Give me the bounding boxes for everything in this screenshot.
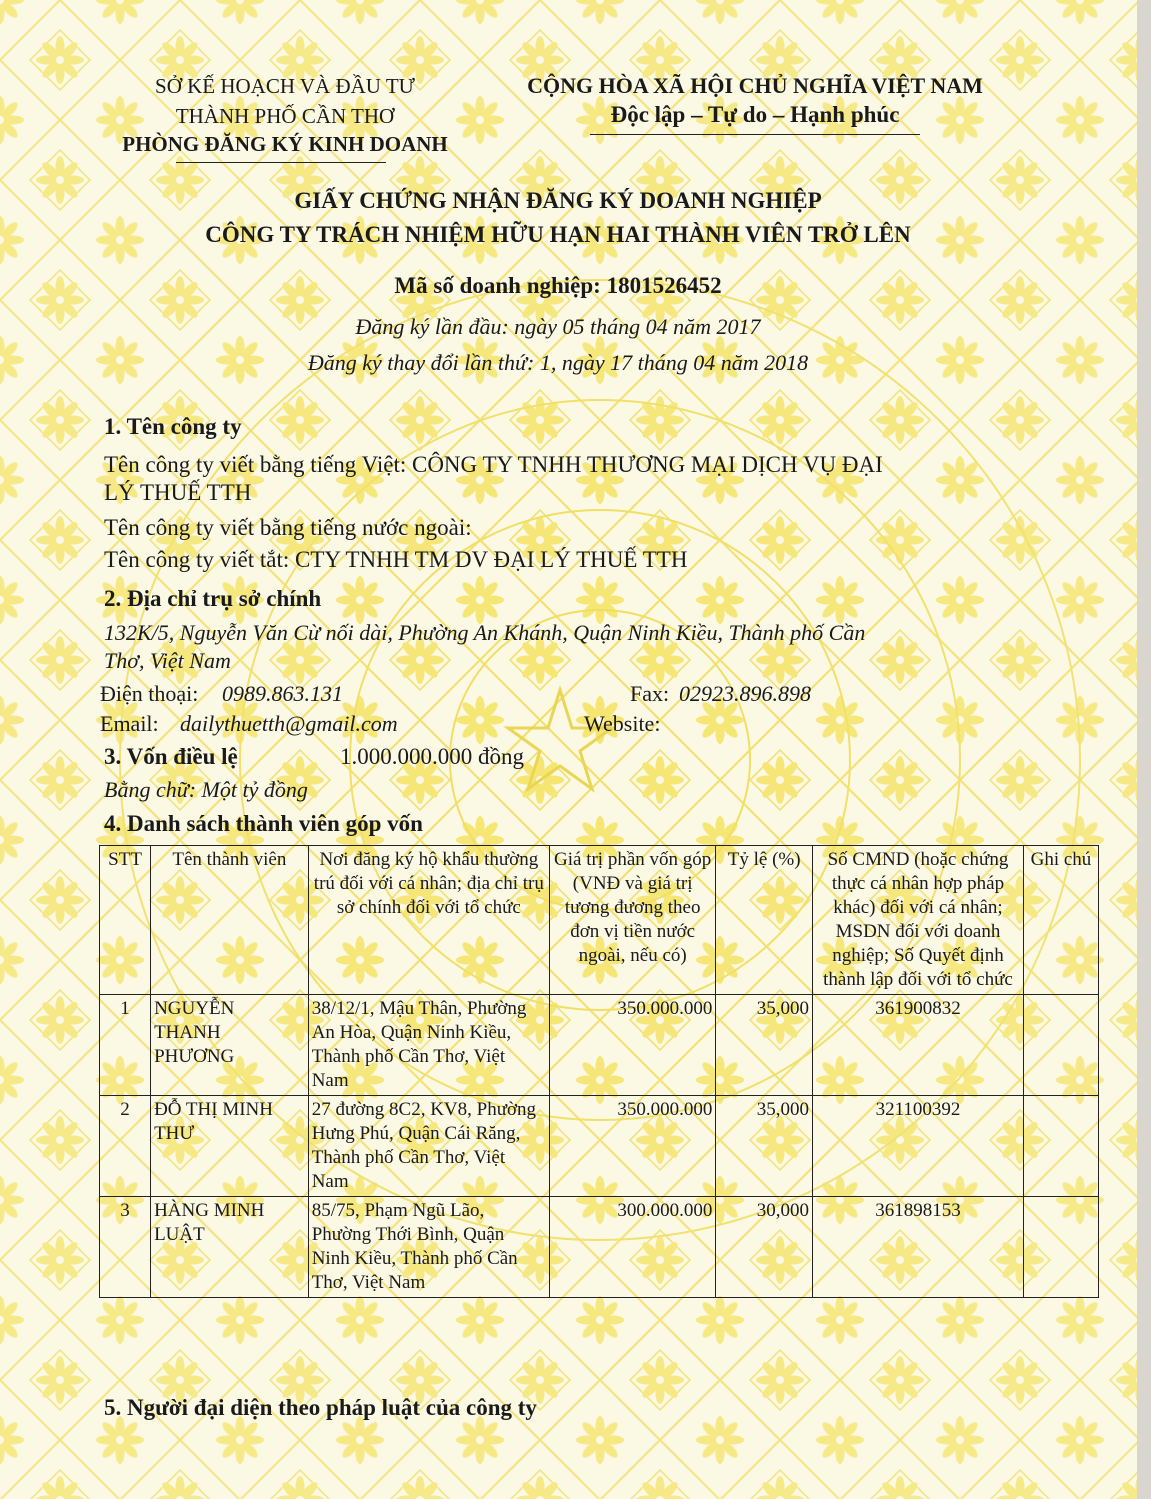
column-header-capital: Giá trị phần vốn góp (VNĐ và giá trị tương đương theo đơn vị tiền nước ngoài, nếu có)	[550, 846, 716, 995]
phone-label: Điện thoại:	[100, 681, 199, 706]
section-1-heading: 1. Tên công ty	[104, 414, 242, 439]
table-row	[100, 1096, 1099, 1197]
company-name-foreign: Tên công ty viết bằng tiếng nước ngoài:	[104, 515, 472, 540]
email-label: Email:	[100, 711, 159, 736]
section-5-heading: 5. Người đại diện theo pháp luật của công ty	[104, 1395, 537, 1420]
company-name-vn-line2: LÝ THUẾ TTH	[104, 480, 252, 505]
member-ratio: 35,000	[716, 995, 813, 1096]
address-line1: 132K/5, Nguyễn Văn Cừ nối dài, Phường An Khánh, Quận Ninh Kiều, Thành phố Cần	[104, 620, 866, 645]
member-ratio: 35,000	[716, 1096, 813, 1197]
address-line2: Thơ, Việt Nam	[104, 648, 231, 673]
agency-line-2: THÀNH PHỐ CẦN THƠ	[175, 104, 395, 128]
member-capital: 350.000.000	[550, 1096, 716, 1197]
member-address: 85/75, Phạm Ngũ Lão, Phường Thới Bình, Quận Ninh Kiều, Thành phố Cần Thơ, Việt Nam	[308, 1197, 549, 1298]
section-3-heading: 3. Vốn điều lệ	[104, 744, 238, 769]
fax-label: Fax:	[630, 681, 670, 706]
table-header-row	[100, 846, 1099, 995]
section-2-heading: 2. Địa chỉ trụ sở chính	[104, 586, 322, 611]
charter-capital: 1.000.000.000 đồng	[340, 744, 524, 769]
column-header-ratio: Tỷ lệ (%)	[716, 846, 813, 995]
first-registration: Đăng ký lần đầu: ngày 05 tháng 04 năm 2017	[355, 314, 761, 339]
nation-motto: Độc lập – Tự do – Hạnh phúc	[610, 102, 900, 127]
scan-edge	[1137, 0, 1151, 1499]
email-value: dailythuetth@gmail.com	[180, 711, 398, 736]
agency-line-1: SỞ KẾ HOẠCH VÀ ĐẦU TƯ	[155, 74, 415, 98]
member-id-number: 361898153	[813, 1197, 1024, 1298]
member-stt: 3	[100, 1197, 151, 1298]
column-header-name: Tên thành viên	[151, 846, 309, 995]
member-name: HÀNG MINH LUẬT	[151, 1197, 309, 1298]
agency-underline	[176, 162, 386, 163]
table-row	[100, 1197, 1099, 1298]
company-name-vn-line1: Tên công ty viết bằng tiếng Việt: CÔNG TY TNHH THƯƠNG MẠI DỊCH VỤ ĐẠI	[104, 452, 883, 477]
column-header-address: Nơi đăng ký hộ khẩu thường trú đối với cá nhân; địa chỉ trụ sở chính đối với tổ chức	[308, 846, 549, 995]
column-header-id: Số CMND (hoặc chứng thực cá nhân hợp pháp khác) đối với cá nhân; MSDN đối với doanh nghiệp; Số Quyết định thành lập đối với tổ chức	[813, 846, 1024, 995]
nation-title: CỘNG HÒA XÃ HỘI CHỦ NGHĨA VIỆT NAM	[527, 73, 983, 98]
member-note	[1023, 1197, 1098, 1298]
member-note	[1023, 995, 1098, 1096]
website-label: Website:	[584, 711, 661, 736]
certificate-title: GIẤY CHỨNG NHẬN ĐĂNG KÝ DOANH NGHIỆP	[294, 188, 822, 213]
member-stt: 2	[100, 1096, 151, 1197]
member-capital: 350.000.000	[550, 995, 716, 1096]
member-address: 27 đường 8C2, KV8, Phường Hưng Phú, Quận Cái Răng, Thành phố Cần Thơ, Việt Nam	[308, 1096, 549, 1197]
member-stt: 1	[100, 995, 151, 1096]
fax-value: 02923.896.898	[679, 681, 811, 706]
phone-value: 0989.863.131	[222, 681, 343, 706]
member-id-number: 361900832	[813, 995, 1024, 1096]
member-name: NGUYỄN THANH PHƯƠNG	[151, 995, 309, 1096]
table-row	[100, 995, 1099, 1096]
member-address: 38/12/1, Mậu Thân, Phường An Hòa, Quận Ninh Kiều, Thành phố Cần Thơ, Việt Nam	[308, 995, 549, 1096]
capital-in-words: Bằng chữ: Một tỷ đồng	[104, 777, 308, 802]
change-registration: Đăng ký thay đổi lần thứ: 1, ngày 17 tháng 04 năm 2018	[307, 350, 809, 375]
member-capital: 300.000.000	[550, 1197, 716, 1298]
company-type-title: CÔNG TY TRÁCH NHIỆM HỮU HẠN HAI THÀNH VIÊN TRỞ LÊN	[205, 222, 911, 247]
member-ratio: 30,000	[716, 1197, 813, 1298]
section-4-heading: 4. Danh sách thành viên góp vốn	[104, 811, 423, 836]
members-table	[99, 845, 1099, 1298]
column-header-note: Ghi chú	[1023, 846, 1098, 995]
enterprise-code: Mã số doanh nghiệp: 1801526452	[394, 273, 722, 298]
motto-underline	[590, 134, 920, 135]
member-id-number: 321100392	[813, 1096, 1024, 1197]
member-note	[1023, 1096, 1098, 1197]
company-short-name: Tên công ty viết tắt: CTY TNHH TM DV ĐẠI LÝ THUẾ TTH	[104, 547, 688, 572]
column-header-stt: STT	[100, 846, 151, 995]
member-name: ĐỖ THỊ MINH THƯ	[151, 1096, 309, 1197]
agency-line-3: PHÒNG ĐĂNG KÝ KINH DOANH	[122, 132, 448, 156]
